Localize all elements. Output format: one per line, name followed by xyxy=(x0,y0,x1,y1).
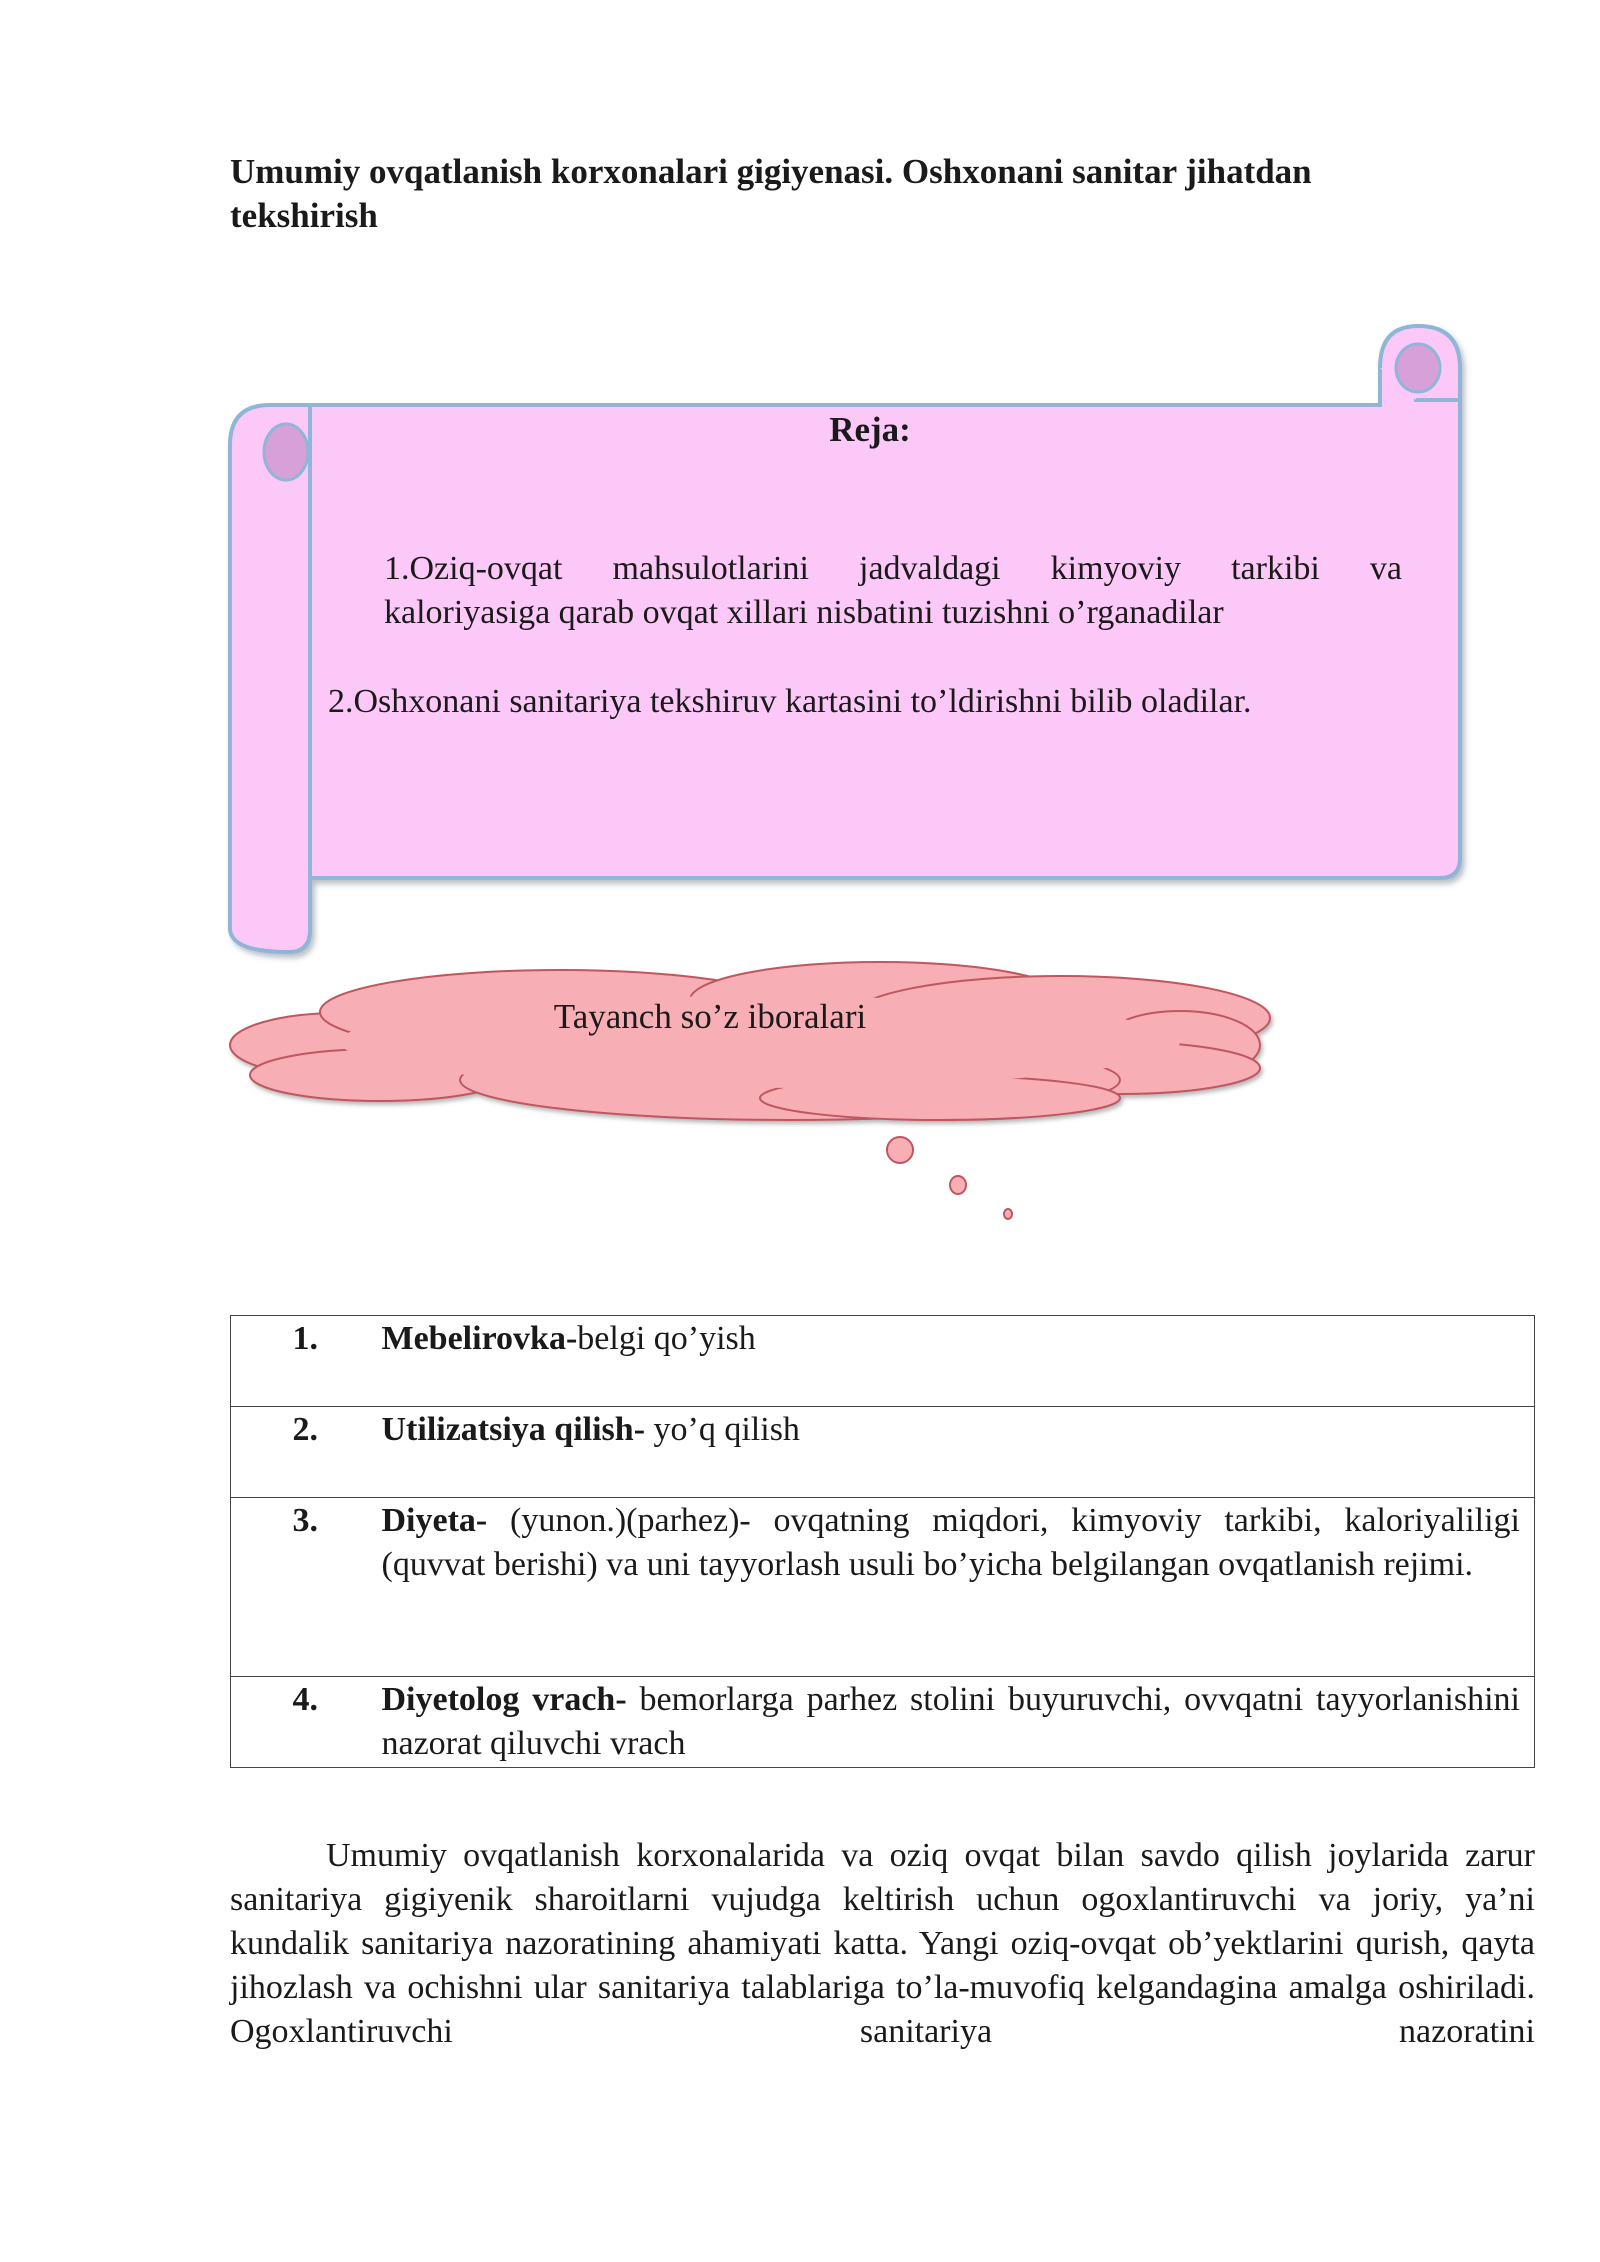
cloud-bubble-small xyxy=(1004,1209,1012,1219)
term-definition xyxy=(381,1498,1535,1677)
term-definition xyxy=(381,1407,1535,1498)
term-number: 3. xyxy=(231,1498,381,1677)
table-row xyxy=(231,1677,1535,1768)
plan-heading: Reja: xyxy=(829,410,911,449)
term-text: belgi qo’yish xyxy=(577,1320,756,1357)
term-name: Diyeta- xyxy=(381,1502,488,1539)
term-definition xyxy=(381,1677,1535,1768)
term-name: Utilizatsiya qilish- xyxy=(381,1411,646,1448)
body-paragraph xyxy=(230,1834,1535,2054)
table-row xyxy=(231,1498,1535,1677)
plan-item-2: 2.Oshxonani sanitariya tekshiruv kartasini to’ldirishni bilib oladilar. xyxy=(328,683,1252,720)
keywords-label: Tayanch so’z iboralari xyxy=(553,997,867,1036)
term-text: yo’q qilish xyxy=(645,1411,800,1448)
term-name: Diyetolog vrach- xyxy=(381,1681,627,1718)
term-name: Mebelirovka- xyxy=(381,1320,578,1357)
body-paragraph-text: Umumiy ovqatlanish korxonalarida va oziq ovqat bilan savdo qilish joylarida zarur sanitariya gigiyenik sharoitlarni vujudga keltirish uchun ogoxlantiruvchi va joriy, ya’ni kundalik sanitariya nazoratining ahamiyati katta. Yangi oziq-ovqat ob’yektlarini qurish, qayta jihozlash va ochishni ular sanitariya talablariga to’la-muvofiq kelgandagina amalga oshiriladi. Ogoxlantiruvchi sanitariya nazoratini xyxy=(230,1837,1535,2050)
cloud-bubble-medium xyxy=(950,1176,966,1194)
term-number: 2. xyxy=(231,1407,381,1498)
term-definition xyxy=(381,1316,1535,1407)
cloud-bubble-large xyxy=(887,1137,913,1163)
term-text: (yunon.)(parhez)- ovqatning miqdori, kimyoviy tarkibi, kaloriyaliligi (quvvat berishi) va uni tayyorlash usuli bo’yicha belgilangan ovqatlanish rejimi. xyxy=(381,1502,1520,1583)
term-number: 4. xyxy=(231,1677,381,1768)
plan-item-1-line2: kaloriyasiga qarab ovqat xillari nisbatini tuzishni o’rganadilar xyxy=(384,594,1224,631)
table-row xyxy=(231,1316,1535,1407)
term-number: 1. xyxy=(231,1316,381,1407)
plan-item-1-line1: 1.Oziq-ovqat mahsulotlarini jadvaldagi kimyoviy tarkibi va xyxy=(384,550,1402,587)
term-text: bemorlarga parhez stolini buyuruvchi, ovvqatni tayyorlanishini nazorat qiluvchi vrach xyxy=(381,1681,1520,1762)
terms-table xyxy=(230,1315,1535,1768)
table-row xyxy=(231,1407,1535,1498)
document-title: Umumiy ovqatlanish korxonalari gigiyenasi. Oshxonani sanitar jihatdan tekshirish xyxy=(230,152,1312,235)
